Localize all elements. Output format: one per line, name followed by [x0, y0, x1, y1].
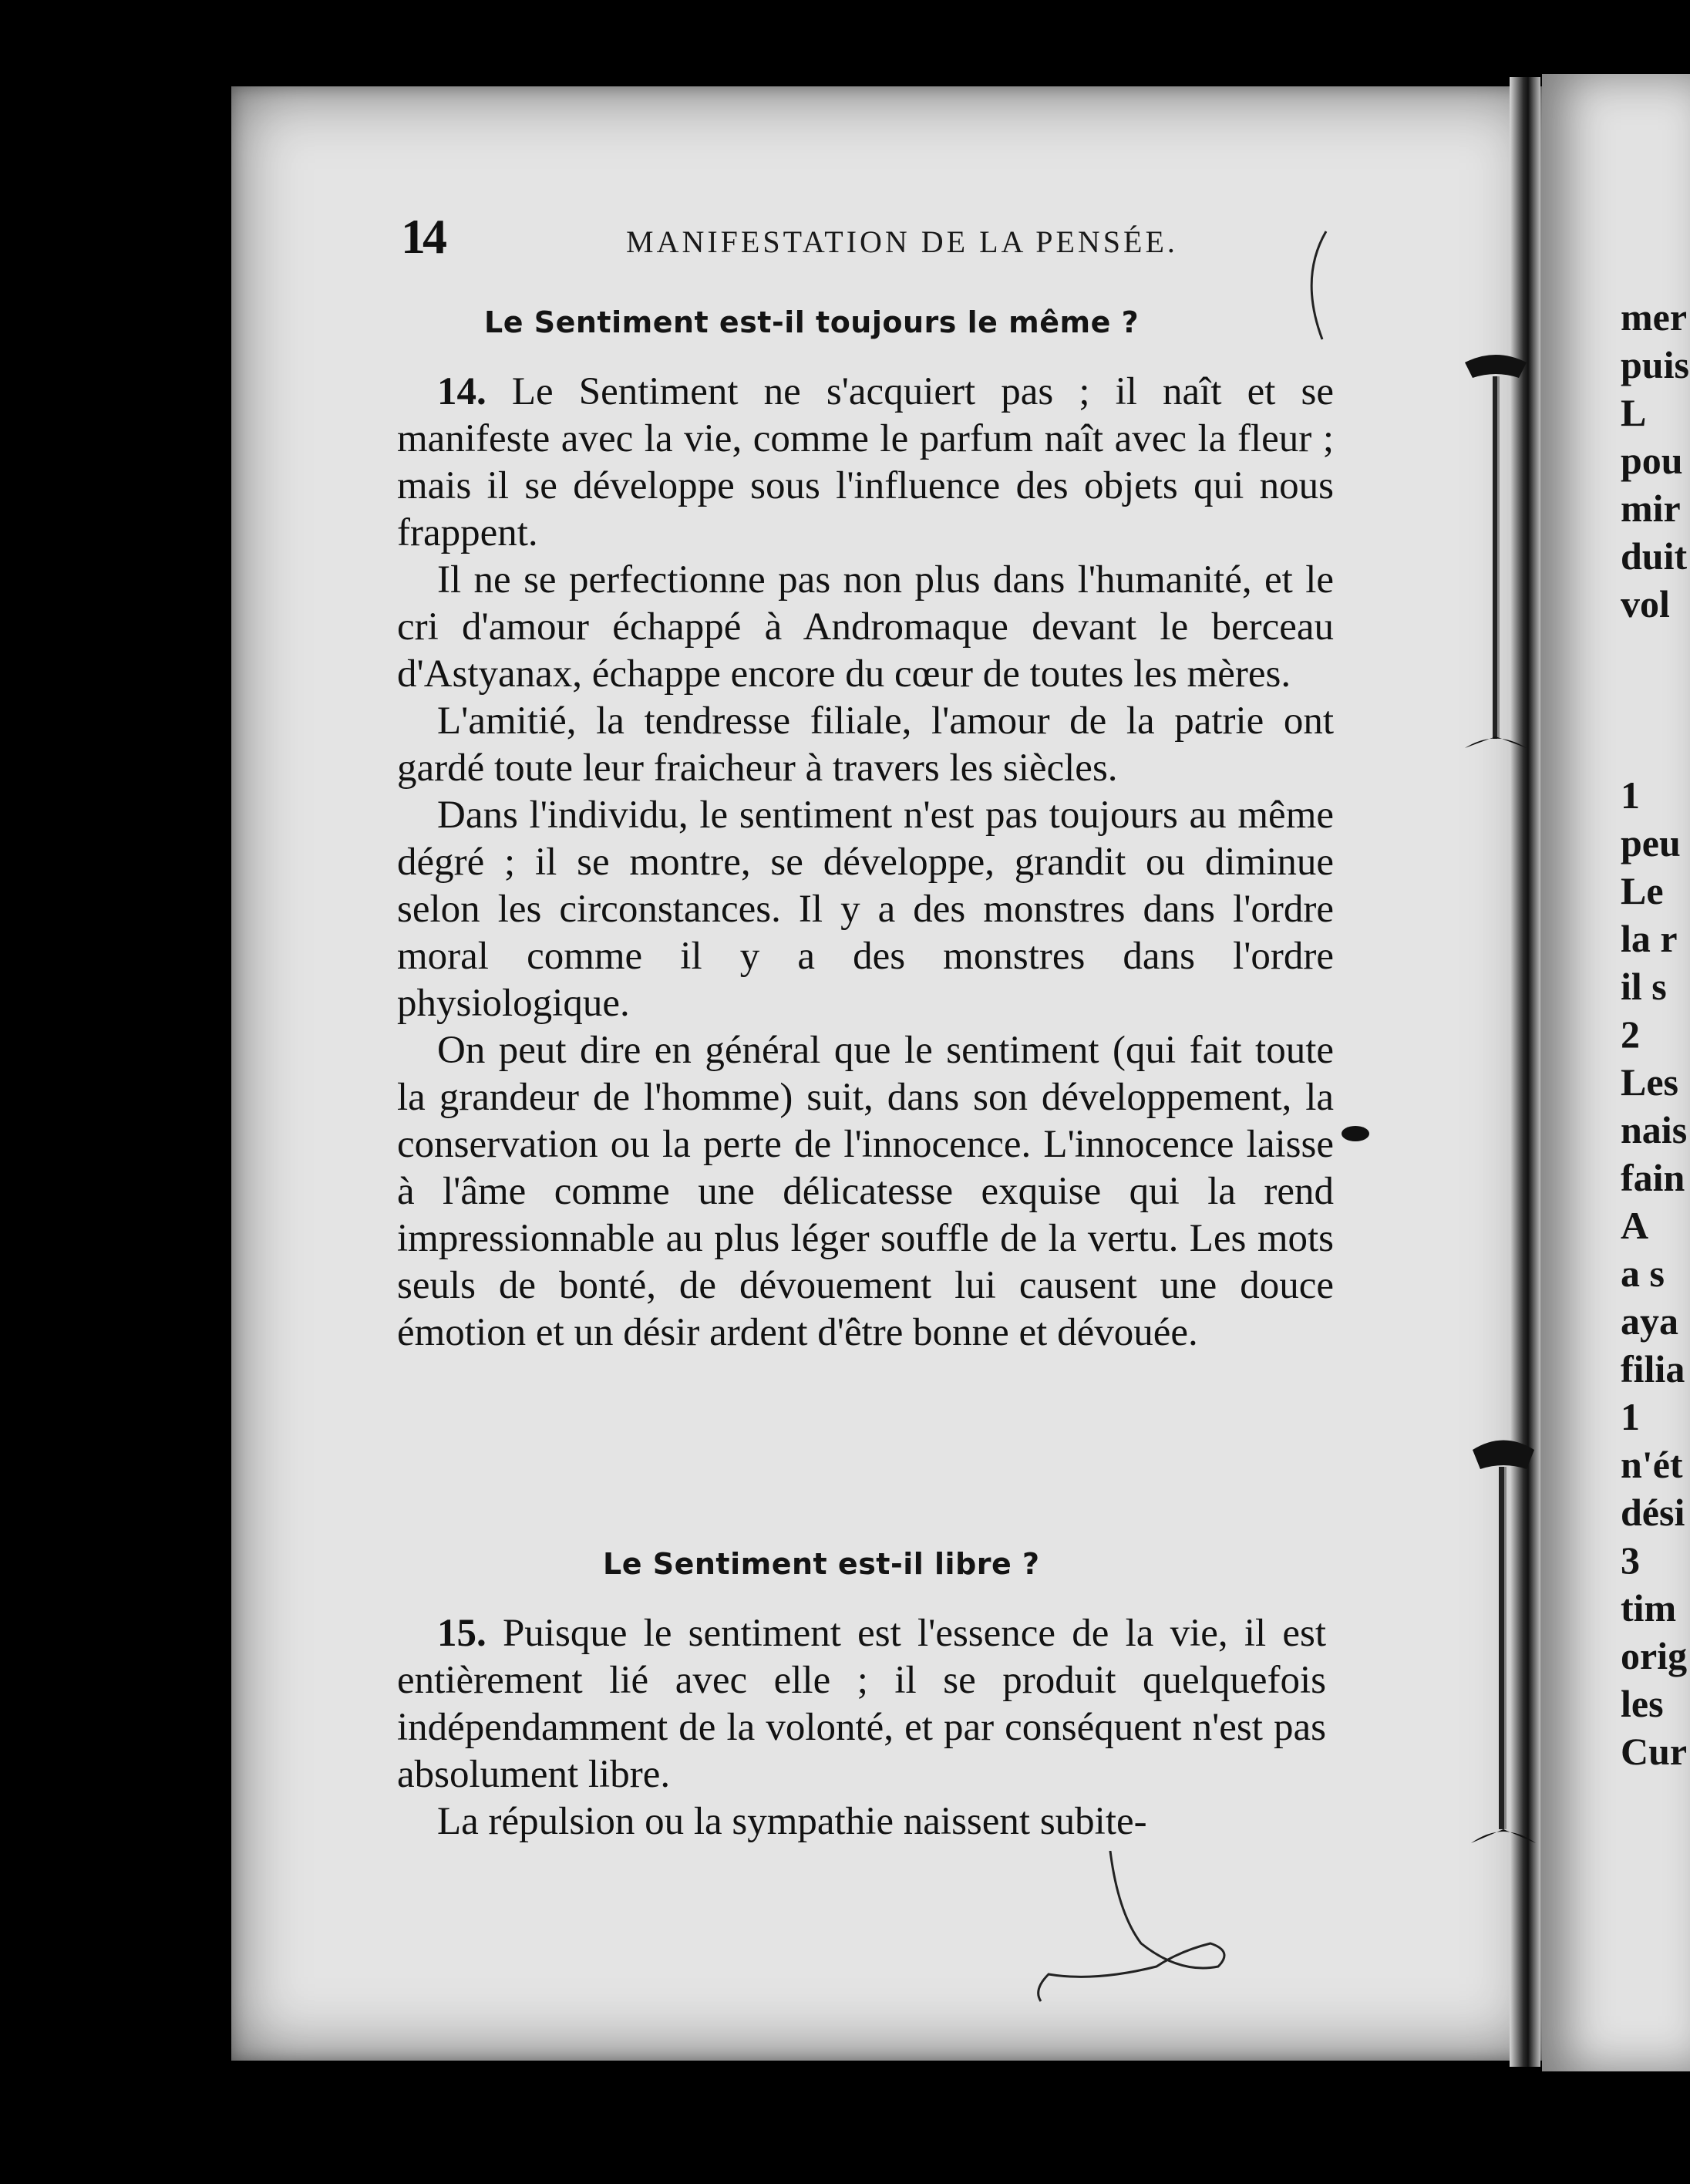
adjacent-line: 2 [1621, 1013, 1640, 1056]
paragraph [397, 792, 1334, 1027]
running-head: MANIFESTATION DE LA PENSÉE. [626, 224, 1178, 259]
adjacent-line: orig [1621, 1634, 1688, 1677]
adjacent-line: filia [1621, 1347, 1685, 1390]
adjacent-line [1621, 676, 1689, 723]
paragraph [397, 557, 1334, 698]
paragraph-text: Le Sentiment ne s'acquiert pas ; il naît et se manifeste avec la vie, comme le parfum naît avec la fleur ; mais il se développe sous l'influence des objets qui nous frappent. [397, 370, 1334, 554]
section-heading-1: Le Sentiment est-il toujours le même ? [484, 305, 1140, 339]
paragraph-number: 15. [437, 1612, 486, 1655]
paragraph-text: On peut dire en général que le sentiment (qui fait toute la grandeur de l'homme) suit, dans son développement, la conservation ou la perte de l'innocence. L'innocence laisse à l'âme comme une délicatesse exquise qui la rend impressionnable au plus léger souffle de la vertu. Les mots seuls de bonté, de dévouement lui causent une douce émotion et un désir ardent d'être bonne et dévouée. [397, 1029, 1334, 1354]
adjacent-line: les [1621, 1682, 1664, 1725]
paragraph-text: L'amitié, la tendresse filiale, l'amour de la patrie ont gardé toute leur fraicheur à travers les siècles. [397, 699, 1334, 790]
paragraph-14 [397, 369, 1334, 557]
adjacent-line: n'ét [1621, 1443, 1683, 1486]
adjacent-line [1621, 723, 1689, 771]
paragraph-text: Il ne se perfectionne pas non plus dans l'humanité, et le cri d'amour échappé à Andromaque devant le berceau d'Astyanax, échappe encore du cœur de toutes les mères. [397, 558, 1334, 696]
adjacent-line: mir [1621, 487, 1681, 530]
adjacent-line: vol [1621, 582, 1670, 625]
paragraph-text: Puisque le sentiment est l'essence de la vie, il est entièrement lié avec elle ; il se produit quelquefois indépendamment de la volonté, et par conséquent n'est pas absolument libre. [397, 1612, 1326, 1796]
adjacent-line: L [1621, 391, 1647, 434]
paragraph-number: 14. [437, 370, 486, 413]
adjacent-line: 1 [1621, 774, 1640, 817]
thread-icon [1002, 1851, 1257, 2005]
bracket-mark-icon [1295, 224, 1342, 347]
adjacent-line: dési [1621, 1491, 1685, 1534]
adjacent-line: il s [1621, 965, 1667, 1008]
adjacent-line: Les [1621, 1060, 1678, 1104]
adjacent-line: aya [1621, 1299, 1678, 1343]
adjacent-line: tim [1621, 1586, 1677, 1630]
adjacent-line [1621, 628, 1689, 676]
section-1-text [397, 369, 1334, 1357]
adjacent-line: duit [1621, 534, 1688, 578]
paragraph [397, 1798, 1326, 1845]
adjacent-line: la r [1621, 917, 1678, 960]
adjacent-line: fain [1621, 1156, 1685, 1199]
adjacent-line: a s [1621, 1252, 1665, 1295]
adjacent-line: A [1621, 1204, 1649, 1247]
clamp-icon [1449, 339, 1542, 771]
adjacent-page-text [1621, 293, 1689, 1775]
adjacent-line: nais [1621, 1108, 1688, 1151]
paragraph-text: Dans l'individu, le sentiment n'est pas toujours au même dégré ; il se montre, se développe, grandit ou diminue selon les circonstances. Il y a des monstres dans l'ordre moral comme il y a des monstres dans l'ordre physiologique. [397, 794, 1334, 1025]
adjacent-line: Cur [1621, 1730, 1688, 1773]
section-2-text [397, 1610, 1326, 1845]
ink-spot-icon [1334, 1118, 1380, 1149]
paragraph-text: La répulsion ou la sympathie naissent subite- [437, 1800, 1147, 1843]
adjacent-line: mer [1621, 295, 1688, 339]
clamp-icon [1457, 1427, 1550, 1859]
paragraph [397, 698, 1334, 792]
adjacent-line: peu [1621, 821, 1681, 865]
adjacent-line: pou [1621, 439, 1683, 482]
adjacent-line: puis [1621, 343, 1689, 386]
paragraph [397, 1027, 1334, 1357]
adjacent-line: 3 [1621, 1539, 1640, 1582]
paragraph-15 [397, 1610, 1326, 1798]
adjacent-line: Le [1621, 869, 1664, 912]
page-number: 14 [401, 209, 444, 264]
adjacent-line: 1 [1621, 1395, 1640, 1438]
section-heading-2: Le Sentiment est-il libre ? [603, 1547, 1040, 1581]
